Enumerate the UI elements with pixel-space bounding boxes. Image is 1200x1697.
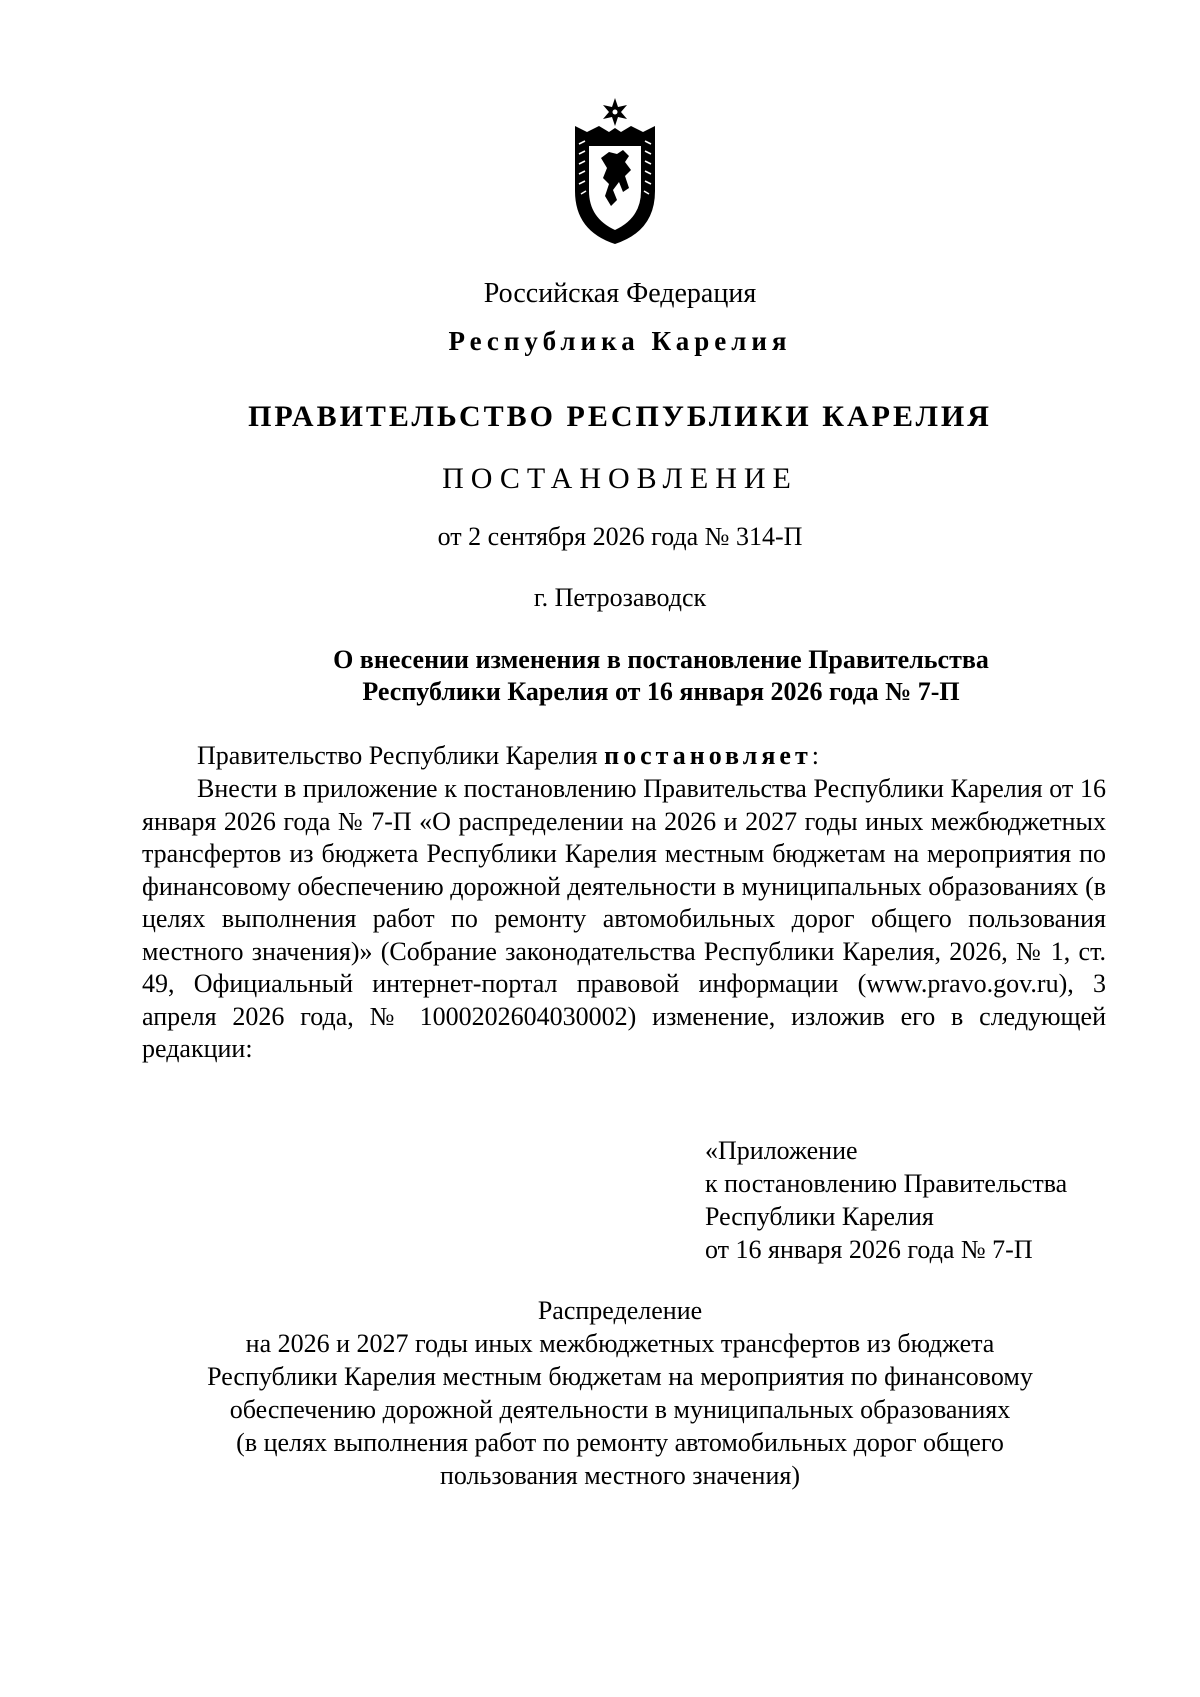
distribution-line-3: Республики Карелия местным бюджетам на мероприятия по финансовому <box>207 1362 1033 1391</box>
preamble <box>142 740 1106 773</box>
distribution-line-4: обеспечению дорожной деятельности в муниципальных образованиях <box>229 1395 1011 1424</box>
document-type: ПОСТАНОВЛЕНИЕ <box>442 462 798 495</box>
preamble-keyword: постановляет <box>604 741 812 770</box>
country-name: Российская Федерация <box>483 278 757 309</box>
distribution-heading <box>0 1294 1200 1492</box>
government-name: ПРАВИТЕЛЬСТВО РЕСПУБЛИКИ КАРЕЛИЯ <box>248 400 992 433</box>
appendix-reference <box>705 1134 1067 1266</box>
document-city: г. Петрозаводск <box>533 583 707 612</box>
karelia-coat-of-arms-icon <box>565 96 665 246</box>
document-date-number: от 2 сентября 2026 года № 314-П <box>437 522 803 551</box>
title-line-2: Республики Карелия от 16 января 2026 года № 7-П <box>362 677 960 706</box>
main-paragraph: Внести в приложение к постановлению Правительства Республики Карелия от 16 января 2026 года № 7-П «О распределении на 2026 и 2027 годы иных межбюджетных трансфертов из бюджета Республики Карелия местным бюджетам на мероприятия по финансовому обеспечению дорожной деятельности в муниципальных образованиях (в целях выполнения работ по ремонту автомобильных дорог общего пользования местного значения)» (Собрание законодательства Республики Карелия, 2026, № 1, ст. 49, Официальный интернет-портал правовой информации (www.pravo.gov.ru), 3 апреля 2026 года, № 1000202604030002) изменение, изложив его в следующей редакции: <box>142 774 1106 1063</box>
preamble-lead: Правительство Республики Карелия <box>197 741 605 770</box>
distribution-line-2: на 2026 и 2027 годы иных межбюджетных трансфертов из бюджета <box>245 1329 995 1358</box>
distribution-line-1: Распределение <box>537 1296 703 1325</box>
appendix-line-1: «Приложение <box>705 1136 858 1165</box>
preamble-end: : <box>811 741 819 770</box>
republic-name: Республика Карелия <box>448 326 792 356</box>
document-title <box>280 644 1042 708</box>
appendix-line-4: от 16 января 2026 года № 7-П <box>705 1235 1033 1264</box>
distribution-line-6: пользования местного значения) <box>439 1461 800 1490</box>
appendix-line-3: Республики Карелия <box>705 1202 934 1231</box>
appendix-line-2: к постановлению Правительства <box>705 1169 1068 1198</box>
title-line-1: О внесении изменения в постановление Правительства <box>333 645 989 674</box>
distribution-line-5: (в целях выполнения работ по ремонту автомобильных дорог общего <box>236 1428 1004 1457</box>
